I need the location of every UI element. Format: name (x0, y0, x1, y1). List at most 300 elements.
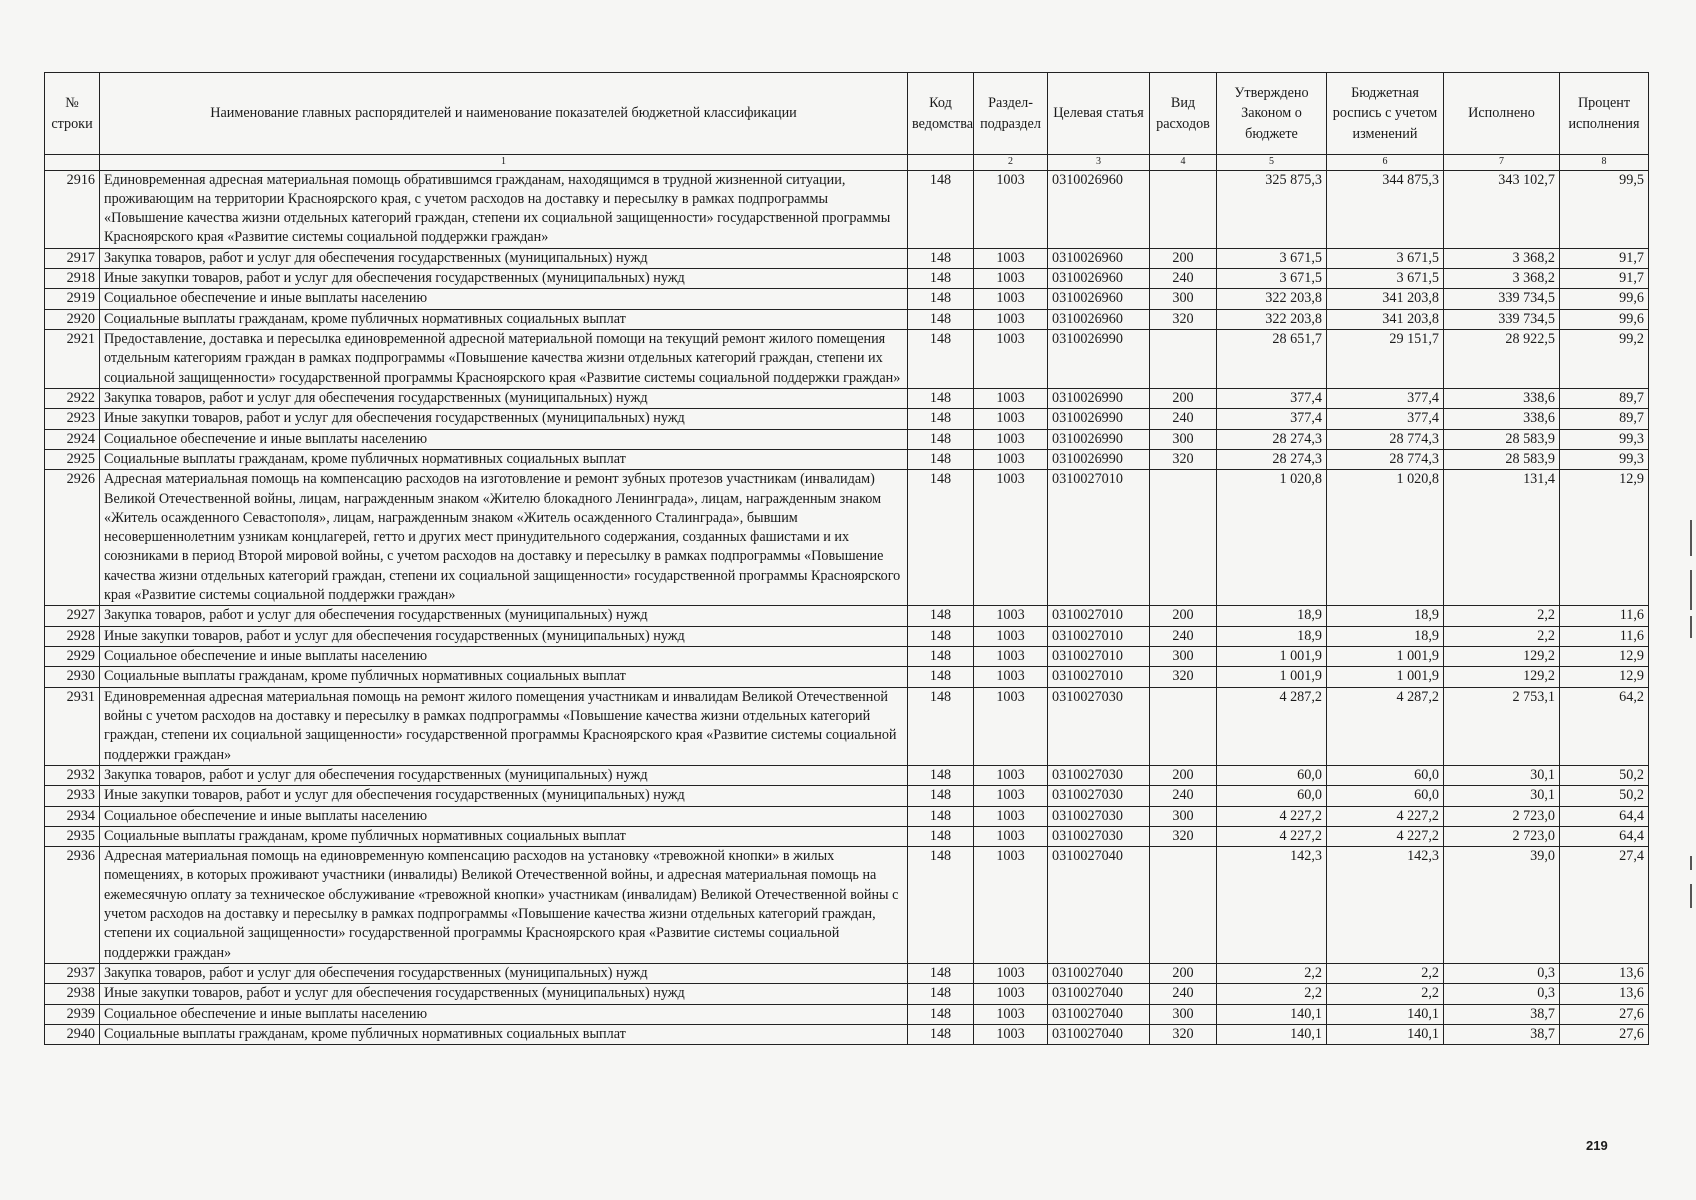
row-executed: 2,2 (1444, 606, 1560, 626)
row-section: 1003 (974, 269, 1048, 289)
row-expense-type (1150, 687, 1217, 765)
row-section: 1003 (974, 1004, 1048, 1024)
row-approved: 3 671,5 (1217, 248, 1327, 268)
row-dept-code: 148 (908, 626, 974, 646)
row-target-article: 0310027040 (1048, 964, 1150, 984)
row-percent: 12,9 (1560, 647, 1649, 667)
row-executed: 30,1 (1444, 786, 1560, 806)
row-budget-list: 3 671,5 (1327, 269, 1444, 289)
row-section: 1003 (974, 309, 1048, 329)
scan-edge-mark (1690, 570, 1692, 610)
row-approved: 28 274,3 (1217, 449, 1327, 469)
row-expense-type: 300 (1150, 289, 1217, 309)
row-expense-type: 200 (1150, 765, 1217, 785)
row-dept-code: 148 (908, 470, 974, 606)
row-percent: 99,3 (1560, 429, 1649, 449)
row-name: Социальное обеспечение и иные выплаты населению (100, 647, 908, 667)
row-executed: 338,6 (1444, 409, 1560, 429)
row-target-article: 0310027010 (1048, 647, 1150, 667)
row-executed: 3 368,2 (1444, 248, 1560, 268)
row-dept-code: 148 (908, 429, 974, 449)
row-executed: 28 922,5 (1444, 330, 1560, 389)
row-budget-list: 4 287,2 (1327, 687, 1444, 765)
row-expense-type: 240 (1150, 984, 1217, 1004)
row-name: Социальное обеспечение и иные выплаты населению (100, 429, 908, 449)
row-expense-type (1150, 170, 1217, 248)
row-percent: 50,2 (1560, 765, 1649, 785)
row-name: Социальное обеспечение и иные выплаты населению (100, 806, 908, 826)
table-row (45, 330, 1649, 389)
row-budget-list: 341 203,8 (1327, 289, 1444, 309)
row-name: Социальное обеспечение и иные выплаты населению (100, 289, 908, 309)
row-approved: 18,9 (1217, 606, 1327, 626)
row-number: 2938 (45, 984, 100, 1004)
header-expense-type: Вид расходов (1150, 73, 1217, 155)
table-row (45, 847, 1649, 964)
row-executed: 2 723,0 (1444, 806, 1560, 826)
row-section: 1003 (974, 984, 1048, 1004)
row-expense-type: 240 (1150, 269, 1217, 289)
row-approved: 60,0 (1217, 786, 1327, 806)
header-approved: Утверждено Законом о бюджете (1217, 73, 1327, 155)
row-executed: 38,7 (1444, 1004, 1560, 1024)
table-row (45, 449, 1649, 469)
table-row (45, 765, 1649, 785)
row-percent: 91,7 (1560, 248, 1649, 268)
row-section: 1003 (974, 826, 1048, 846)
row-number: 2925 (45, 449, 100, 469)
row-percent: 99,3 (1560, 449, 1649, 469)
row-approved: 4 227,2 (1217, 806, 1327, 826)
row-dept-code: 148 (908, 309, 974, 329)
scan-edge-mark (1690, 520, 1692, 556)
row-target-article: 0310027040 (1048, 984, 1150, 1004)
table-row (45, 388, 1649, 408)
row-dept-code: 148 (908, 449, 974, 469)
row-executed: 3 368,2 (1444, 269, 1560, 289)
row-section: 1003 (974, 847, 1048, 964)
row-target-article: 0310027010 (1048, 667, 1150, 687)
row-budget-list: 60,0 (1327, 786, 1444, 806)
row-approved: 1 001,9 (1217, 647, 1327, 667)
colnum-empty (45, 155, 100, 171)
row-executed: 2,2 (1444, 626, 1560, 646)
row-name: Закупка товаров, работ и услуг для обеспечения государственных (муниципальных) нужд (100, 765, 908, 785)
row-name: Единовременная адресная материальная помощь на ремонт жилого помещения участникам и инвалидам Великой Отечественной войны с учетом расходов на доставку и пересылку в рамках подпрограммы «Повышение качества жизни отдельных категорий граждан, степени их социальной защищенности» государственной программы Красноярского края «Развитие системы социальной поддержки граждан» (100, 687, 908, 765)
table-row (45, 1024, 1649, 1044)
row-number: 2920 (45, 309, 100, 329)
row-dept-code: 148 (908, 170, 974, 248)
row-name: Закупка товаров, работ и услуг для обеспечения государственных (муниципальных) нужд (100, 606, 908, 626)
row-percent: 91,7 (1560, 269, 1649, 289)
row-dept-code: 148 (908, 984, 974, 1004)
row-name: Закупка товаров, работ и услуг для обеспечения государственных (муниципальных) нужд (100, 964, 908, 984)
row-expense-type: 300 (1150, 806, 1217, 826)
row-section: 1003 (974, 1024, 1048, 1044)
colnum-empty (908, 155, 974, 171)
table-row (45, 606, 1649, 626)
row-target-article: 0310026960 (1048, 248, 1150, 268)
row-percent: 11,6 (1560, 606, 1649, 626)
row-name: Закупка товаров, работ и услуг для обеспечения государственных (муниципальных) нужд (100, 388, 908, 408)
row-approved: 2,2 (1217, 964, 1327, 984)
header-section: Раздел-подраздел (974, 73, 1048, 155)
row-number: 2917 (45, 248, 100, 268)
table-row (45, 806, 1649, 826)
row-budget-list: 140,1 (1327, 1024, 1444, 1044)
row-number: 2927 (45, 606, 100, 626)
row-budget-list: 142,3 (1327, 847, 1444, 964)
header-row-no: № строки (45, 73, 100, 155)
row-approved: 60,0 (1217, 765, 1327, 785)
row-dept-code: 148 (908, 289, 974, 309)
row-expense-type (1150, 470, 1217, 606)
row-percent: 99,6 (1560, 289, 1649, 309)
row-dept-code: 148 (908, 388, 974, 408)
table-row (45, 964, 1649, 984)
row-name: Закупка товаров, работ и услуг для обеспечения государственных (муниципальных) нужд (100, 248, 908, 268)
row-expense-type: 300 (1150, 429, 1217, 449)
row-budget-list: 1 020,8 (1327, 470, 1444, 606)
row-budget-list: 344 875,3 (1327, 170, 1444, 248)
row-section: 1003 (974, 806, 1048, 826)
row-expense-type: 320 (1150, 449, 1217, 469)
row-executed: 338,6 (1444, 388, 1560, 408)
row-budget-list: 2,2 (1327, 964, 1444, 984)
row-section: 1003 (974, 687, 1048, 765)
row-target-article: 0310027040 (1048, 847, 1150, 964)
row-dept-code: 148 (908, 330, 974, 389)
row-section: 1003 (974, 388, 1048, 408)
row-target-article: 0310027030 (1048, 765, 1150, 785)
table-row (45, 470, 1649, 606)
table-row (45, 289, 1649, 309)
row-target-article: 0310027010 (1048, 606, 1150, 626)
colnum-4: 4 (1150, 155, 1217, 171)
row-name: Иные закупки товаров, работ и услуг для обеспечения государственных (муниципальных) нужд (100, 786, 908, 806)
row-target-article: 0310026960 (1048, 309, 1150, 329)
budget-execution-table (44, 72, 1649, 1045)
row-dept-code: 148 (908, 606, 974, 626)
row-target-article: 0310027010 (1048, 626, 1150, 646)
row-executed: 38,7 (1444, 1024, 1560, 1044)
row-expense-type: 320 (1150, 309, 1217, 329)
header-name: Наименование главных распорядителей и наименование показателей бюджетной классификации (100, 73, 908, 155)
row-section: 1003 (974, 667, 1048, 687)
row-percent: 64,4 (1560, 806, 1649, 826)
row-number: 2928 (45, 626, 100, 646)
table-row (45, 1004, 1649, 1024)
row-number: 2922 (45, 388, 100, 408)
row-number: 2921 (45, 330, 100, 389)
row-target-article: 0310027040 (1048, 1004, 1150, 1024)
table-row (45, 626, 1649, 646)
row-executed: 28 583,9 (1444, 449, 1560, 469)
row-budget-list: 29 151,7 (1327, 330, 1444, 389)
header-executed: Исполнено (1444, 73, 1560, 155)
row-dept-code: 148 (908, 847, 974, 964)
table-row (45, 429, 1649, 449)
row-percent: 13,6 (1560, 984, 1649, 1004)
row-budget-list: 28 774,3 (1327, 449, 1444, 469)
row-target-article: 0310027030 (1048, 786, 1150, 806)
row-percent: 99,6 (1560, 309, 1649, 329)
row-target-article: 0310027030 (1048, 826, 1150, 846)
table-row (45, 647, 1649, 667)
row-name: Иные закупки товаров, работ и услуг для обеспечения государственных (муниципальных) нужд (100, 269, 908, 289)
row-dept-code: 148 (908, 786, 974, 806)
row-target-article: 0310026990 (1048, 429, 1150, 449)
row-dept-code: 148 (908, 409, 974, 429)
row-target-article: 0310026990 (1048, 388, 1150, 408)
row-percent: 99,2 (1560, 330, 1649, 389)
row-budget-list: 4 227,2 (1327, 826, 1444, 846)
row-number: 2929 (45, 647, 100, 667)
row-number: 2932 (45, 765, 100, 785)
row-executed: 0,3 (1444, 964, 1560, 984)
row-name: Иные закупки товаров, работ и услуг для обеспечения государственных (муниципальных) нужд (100, 626, 908, 646)
row-executed: 2 753,1 (1444, 687, 1560, 765)
header-dept-code: Код ведомства (908, 73, 974, 155)
table-header (45, 73, 1649, 171)
row-number: 2923 (45, 409, 100, 429)
row-budget-list: 3 671,5 (1327, 248, 1444, 268)
row-budget-list: 377,4 (1327, 388, 1444, 408)
row-section: 1003 (974, 170, 1048, 248)
row-dept-code: 148 (908, 964, 974, 984)
colnum-3: 3 (1048, 155, 1150, 171)
row-expense-type: 200 (1150, 606, 1217, 626)
row-target-article: 0310027010 (1048, 470, 1150, 606)
scan-edge-mark (1690, 856, 1692, 870)
row-dept-code: 148 (908, 667, 974, 687)
row-budget-list: 377,4 (1327, 409, 1444, 429)
row-percent: 13,6 (1560, 964, 1649, 984)
table-row (45, 309, 1649, 329)
table-row (45, 786, 1649, 806)
row-target-article: 0310026960 (1048, 289, 1150, 309)
row-executed: 343 102,7 (1444, 170, 1560, 248)
table-row (45, 687, 1649, 765)
row-percent: 50,2 (1560, 786, 1649, 806)
table-row (45, 984, 1649, 1004)
row-executed: 2 723,0 (1444, 826, 1560, 846)
row-number: 2926 (45, 470, 100, 606)
row-approved: 4 227,2 (1217, 826, 1327, 846)
row-executed: 129,2 (1444, 647, 1560, 667)
header-percent: Процент исполнения (1560, 73, 1649, 155)
row-target-article: 0310027040 (1048, 1024, 1150, 1044)
row-name: Адресная материальная помощь на единовременную компенсацию расходов на установку «тревожной кнопки» в жилых помещениях, в которых проживают участники (инвалиды) Великой Отечественной войны, и адресная материальная помощь на ежемесячную оплату за техническое обслуживание «тревожной кнопки» участникам (инвалидам) Великой Отечественной войны с учетом расходов на доставку и пересылку в рамках подпрограммы «Повышение качества жизни отдельных категорий граждан, степени их социальной защищенности» государственной программы Красноярского края «Развитие системы социальной поддержки граждан» (100, 847, 908, 964)
row-percent: 89,7 (1560, 409, 1649, 429)
row-number: 2937 (45, 964, 100, 984)
row-budget-list: 4 227,2 (1327, 806, 1444, 826)
row-name: Адресная материальная помощь на компенсацию расходов на изготовление и ремонт зубных протезов участникам (инвалидам) Великой Отечественной войны, лицам, награжденным знаком «Жителю блокадного Ленинграда», лицам, награжденным знаком «Житель осажденного Севастополя», лицам, награжденным знаком «Житель осажденного Сталинграда», бывшим несовершеннолетним узникам концлагерей, гетто и других мест принудительного содержания, созданных фашистами и их союзниками в период Второй мировой войны, с учетом расходов на доставку и пересылку в рамках подпрограммы «Повышение качества жизни отдельных категорий граждан, степени их социальной защищенности» государственной программы Красноярского края «Развитие системы социальной поддержки граждан» (100, 470, 908, 606)
row-expense-type (1150, 847, 1217, 964)
row-number: 2936 (45, 847, 100, 964)
row-budget-list: 341 203,8 (1327, 309, 1444, 329)
colnum-1: 1 (100, 155, 908, 171)
row-percent: 12,9 (1560, 667, 1649, 687)
row-number: 2939 (45, 1004, 100, 1024)
column-number-row (45, 155, 1649, 171)
row-section: 1003 (974, 964, 1048, 984)
scan-edge-mark (1690, 884, 1692, 908)
row-expense-type: 200 (1150, 248, 1217, 268)
table-row (45, 667, 1649, 687)
row-expense-type: 300 (1150, 647, 1217, 667)
row-approved: 28 651,7 (1217, 330, 1327, 389)
row-name: Социальные выплаты гражданам, кроме публичных нормативных социальных выплат (100, 826, 908, 846)
table-row (45, 248, 1649, 268)
row-approved: 325 875,3 (1217, 170, 1327, 248)
row-number: 2934 (45, 806, 100, 826)
row-name: Социальные выплаты гражданам, кроме публичных нормативных социальных выплат (100, 449, 908, 469)
row-budget-list: 2,2 (1327, 984, 1444, 1004)
colnum-8: 8 (1560, 155, 1649, 171)
row-approved: 322 203,8 (1217, 309, 1327, 329)
row-section: 1003 (974, 289, 1048, 309)
row-approved: 3 671,5 (1217, 269, 1327, 289)
row-section: 1003 (974, 449, 1048, 469)
row-target-article: 0310026960 (1048, 170, 1150, 248)
row-name: Социальное обеспечение и иные выплаты населению (100, 1004, 908, 1024)
row-section: 1003 (974, 330, 1048, 389)
row-executed: 131,4 (1444, 470, 1560, 606)
row-section: 1003 (974, 786, 1048, 806)
row-percent: 64,4 (1560, 826, 1649, 846)
row-dept-code: 148 (908, 1024, 974, 1044)
row-budget-list: 28 774,3 (1327, 429, 1444, 449)
row-number: 2918 (45, 269, 100, 289)
row-approved: 28 274,3 (1217, 429, 1327, 449)
row-approved: 377,4 (1217, 409, 1327, 429)
row-executed: 39,0 (1444, 847, 1560, 964)
colnum-7: 7 (1444, 155, 1560, 171)
row-target-article: 0310026990 (1048, 409, 1150, 429)
page-number: 219 (1586, 1138, 1608, 1153)
row-executed: 0,3 (1444, 984, 1560, 1004)
row-budget-list: 18,9 (1327, 606, 1444, 626)
row-expense-type: 300 (1150, 1004, 1217, 1024)
row-target-article: 0310027030 (1048, 687, 1150, 765)
row-budget-list: 140,1 (1327, 1004, 1444, 1024)
row-number: 2930 (45, 667, 100, 687)
row-expense-type: 200 (1150, 388, 1217, 408)
row-expense-type: 240 (1150, 626, 1217, 646)
row-section: 1003 (974, 429, 1048, 449)
table-row (45, 269, 1649, 289)
row-section: 1003 (974, 470, 1048, 606)
header-target-article: Целевая статья (1048, 73, 1150, 155)
colnum-6: 6 (1327, 155, 1444, 171)
row-target-article: 0310027030 (1048, 806, 1150, 826)
row-approved: 377,4 (1217, 388, 1327, 408)
row-target-article: 0310026990 (1048, 330, 1150, 389)
row-percent: 27,4 (1560, 847, 1649, 964)
table-row (45, 409, 1649, 429)
row-name: Социальные выплаты гражданам, кроме публичных нормативных социальных выплат (100, 1024, 908, 1044)
row-approved: 1 020,8 (1217, 470, 1327, 606)
row-approved: 18,9 (1217, 626, 1327, 646)
row-percent: 11,6 (1560, 626, 1649, 646)
row-name: Предоставление, доставка и пересылка единовременной адресной материальной помощи на текущий ремонт жилого помещения отдельным категориям граждан в рамках подпрограммы «Повышение качества жизни отдельных категорий граждан, степени их социальной защищенности» государственной программы Красноярского края «Развитие системы социальной поддержки граждан» (100, 330, 908, 389)
row-target-article: 0310026990 (1048, 449, 1150, 469)
row-number: 2916 (45, 170, 100, 248)
row-section: 1003 (974, 606, 1048, 626)
row-name: Иные закупки товаров, работ и услуг для обеспечения государственных (муниципальных) нужд (100, 409, 908, 429)
row-approved: 2,2 (1217, 984, 1327, 1004)
row-number: 2924 (45, 429, 100, 449)
row-number: 2940 (45, 1024, 100, 1044)
row-budget-list: 60,0 (1327, 765, 1444, 785)
row-section: 1003 (974, 647, 1048, 667)
table-row (45, 826, 1649, 846)
row-expense-type (1150, 330, 1217, 389)
row-executed: 30,1 (1444, 765, 1560, 785)
row-expense-type: 320 (1150, 826, 1217, 846)
colnum-2: 2 (974, 155, 1048, 171)
row-percent: 12,9 (1560, 470, 1649, 606)
row-dept-code: 148 (908, 765, 974, 785)
row-percent: 99,5 (1560, 170, 1649, 248)
row-approved: 4 287,2 (1217, 687, 1327, 765)
row-percent: 27,6 (1560, 1024, 1649, 1044)
row-budget-list: 1 001,9 (1327, 647, 1444, 667)
table-row (45, 170, 1649, 248)
row-dept-code: 148 (908, 269, 974, 289)
colnum-5: 5 (1217, 155, 1327, 171)
row-dept-code: 148 (908, 248, 974, 268)
row-executed: 129,2 (1444, 667, 1560, 687)
row-name: Социальные выплаты гражданам, кроме публичных нормативных социальных выплат (100, 309, 908, 329)
row-target-article: 0310026960 (1048, 269, 1150, 289)
header-budget-list: Бюджетная роспись с учетом изменений (1327, 73, 1444, 155)
row-percent: 64,2 (1560, 687, 1649, 765)
row-dept-code: 148 (908, 806, 974, 826)
row-name: Единовременная адресная материальная помощь обратившимся гражданам, находящимся в трудной жизненной ситуации, проживающим на территории Красноярского края, с учетом расходов на доставку и пересылку в рамках подпрограммы «Повышение качества жизни отдельных категорий граждан, степени их социальной защищенности» государственной программы Красноярского края «Развитие системы социальной поддержки граждан» (100, 170, 908, 248)
row-number: 2933 (45, 786, 100, 806)
row-number: 2931 (45, 687, 100, 765)
row-percent: 89,7 (1560, 388, 1649, 408)
row-expense-type: 320 (1150, 1024, 1217, 1044)
row-approved: 1 001,9 (1217, 667, 1327, 687)
row-approved: 142,3 (1217, 847, 1327, 964)
row-expense-type: 240 (1150, 786, 1217, 806)
row-dept-code: 148 (908, 647, 974, 667)
row-budget-list: 1 001,9 (1327, 667, 1444, 687)
row-section: 1003 (974, 765, 1048, 785)
row-expense-type: 200 (1150, 964, 1217, 984)
table-body (45, 170, 1649, 1045)
row-approved: 322 203,8 (1217, 289, 1327, 309)
row-section: 1003 (974, 626, 1048, 646)
row-executed: 339 734,5 (1444, 309, 1560, 329)
row-approved: 140,1 (1217, 1004, 1327, 1024)
row-number: 2919 (45, 289, 100, 309)
row-dept-code: 148 (908, 687, 974, 765)
row-name: Иные закупки товаров, работ и услуг для обеспечения государственных (муниципальных) нужд (100, 984, 908, 1004)
row-expense-type: 240 (1150, 409, 1217, 429)
row-dept-code: 148 (908, 826, 974, 846)
row-executed: 28 583,9 (1444, 429, 1560, 449)
row-budget-list: 18,9 (1327, 626, 1444, 646)
row-section: 1003 (974, 248, 1048, 268)
row-percent: 27,6 (1560, 1004, 1649, 1024)
row-name: Социальные выплаты гражданам, кроме публичных нормативных социальных выплат (100, 667, 908, 687)
row-dept-code: 148 (908, 1004, 974, 1024)
row-expense-type: 320 (1150, 667, 1217, 687)
